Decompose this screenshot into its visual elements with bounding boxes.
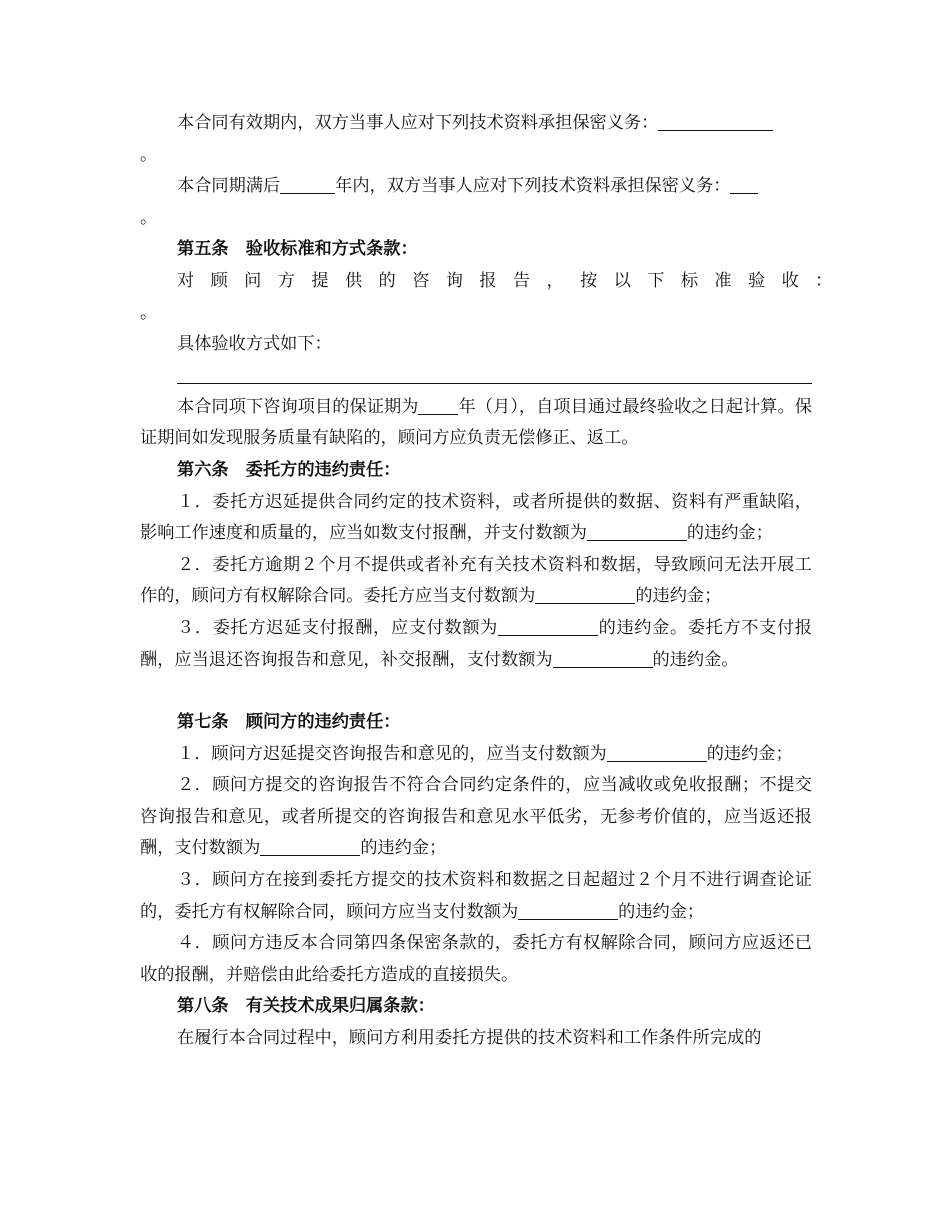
blank-field xyxy=(418,396,458,415)
spacer xyxy=(140,676,812,707)
article-7-item-2: ２．顾问方提交的咨询报告不符合合同约定条件的，应当减收或免收报酬；不提交咨询报告和意见，或者所提交的咨询报告和意见水平低劣，无参考价值的，应当返还报酬，支付数额为 的违约金； xyxy=(140,775,812,859)
article-5-heading: 第五条 验收标准和方式条款： xyxy=(177,239,418,260)
article-5-paragraph-3: 本合同项下咨询项目的保证期为 年（月），自项目通过最终验收之日起计算。保证期间如发现服务质量有缺陷的，顾问方应负责无偿修正、返工。 xyxy=(140,396,812,449)
article-6-item-3: ３．委托方迟延支付报酬，应支付数额为 的违约金。委托方不支付报酬，应当退还咨询报告和意见，补交报酬，支付数额为 的违约金。 xyxy=(140,617,812,670)
article-6-item-2: ２．委托方逾期２个月不提供或者补充有关技术资料和数据，导致顾问无法开展工作的，顾问方有权解除合同。委托方应当支付数额为 的违约金； xyxy=(140,554,812,607)
blank-field xyxy=(498,617,598,636)
blank-field xyxy=(535,585,635,604)
article-7-item-4: ４．顾问方违反本合同第四条保密条款的，委托方有权解除合同，顾问方应返还已收的报酬，并赔偿由此给委托方造成的直接损失。 xyxy=(140,933,812,985)
article-7-item-3: ３．顾问方在接到委托方提交的技术资料和数据之日起超过２个月不进行调查论证的，委托方有权解除合同，顾问方应当支付数额为 的违约金； xyxy=(140,870,812,922)
blank-field xyxy=(260,837,360,856)
blank-field xyxy=(518,901,618,920)
confidentiality-paragraph-1-end: 。 xyxy=(140,144,158,165)
blank-field xyxy=(607,743,707,762)
article-7-item-1: １．顾问方迟延提交咨询报告和意见的，应当支付数额为 的违约金； xyxy=(177,743,793,764)
article-5-paragraph-1-end: 。 xyxy=(140,302,158,323)
article-7-heading: 第七条 顾问方的违约责任： xyxy=(177,712,401,733)
article-6-heading: 第六条 委托方的违约责任： xyxy=(177,459,401,480)
contract-page xyxy=(140,108,849,1055)
blank-field xyxy=(658,112,773,131)
blank-field xyxy=(280,175,335,194)
confidentiality-paragraph-1: 本合同有效期内，双方当事人应对下列技术资料承担保密义务： xyxy=(140,108,812,140)
blank-line xyxy=(177,361,812,384)
article-6-item-1: １．委托方迟延提供合同约定的技术资料，或者所提供的数据、资料有严重缺陷，影响工作速度和质量的，应当如数支付报酬，并支付数额为 的违约金； xyxy=(140,491,812,544)
confidentiality-paragraph-2: 本合同期满后 年内，双方当事人应对下列技术资料承担保密义务： xyxy=(140,171,812,203)
blank-field xyxy=(587,522,687,541)
article-5-paragraph-1: 对顾问方提供的咨询报告，按以下标准验收： xyxy=(177,270,849,291)
article-8-heading: 第八条 有关技术成果归属条款： xyxy=(177,996,435,1017)
blank-field xyxy=(730,175,758,194)
article-5-paragraph-2: 具体验收方式如下： xyxy=(177,334,332,355)
blank-field xyxy=(553,649,653,668)
article-8-paragraph-1: 在履行本合同过程中，顾问方利用委托方提供的技术资料和工作条件所完成的 xyxy=(177,1028,762,1049)
confidentiality-paragraph-2-end: 。 xyxy=(140,207,158,228)
